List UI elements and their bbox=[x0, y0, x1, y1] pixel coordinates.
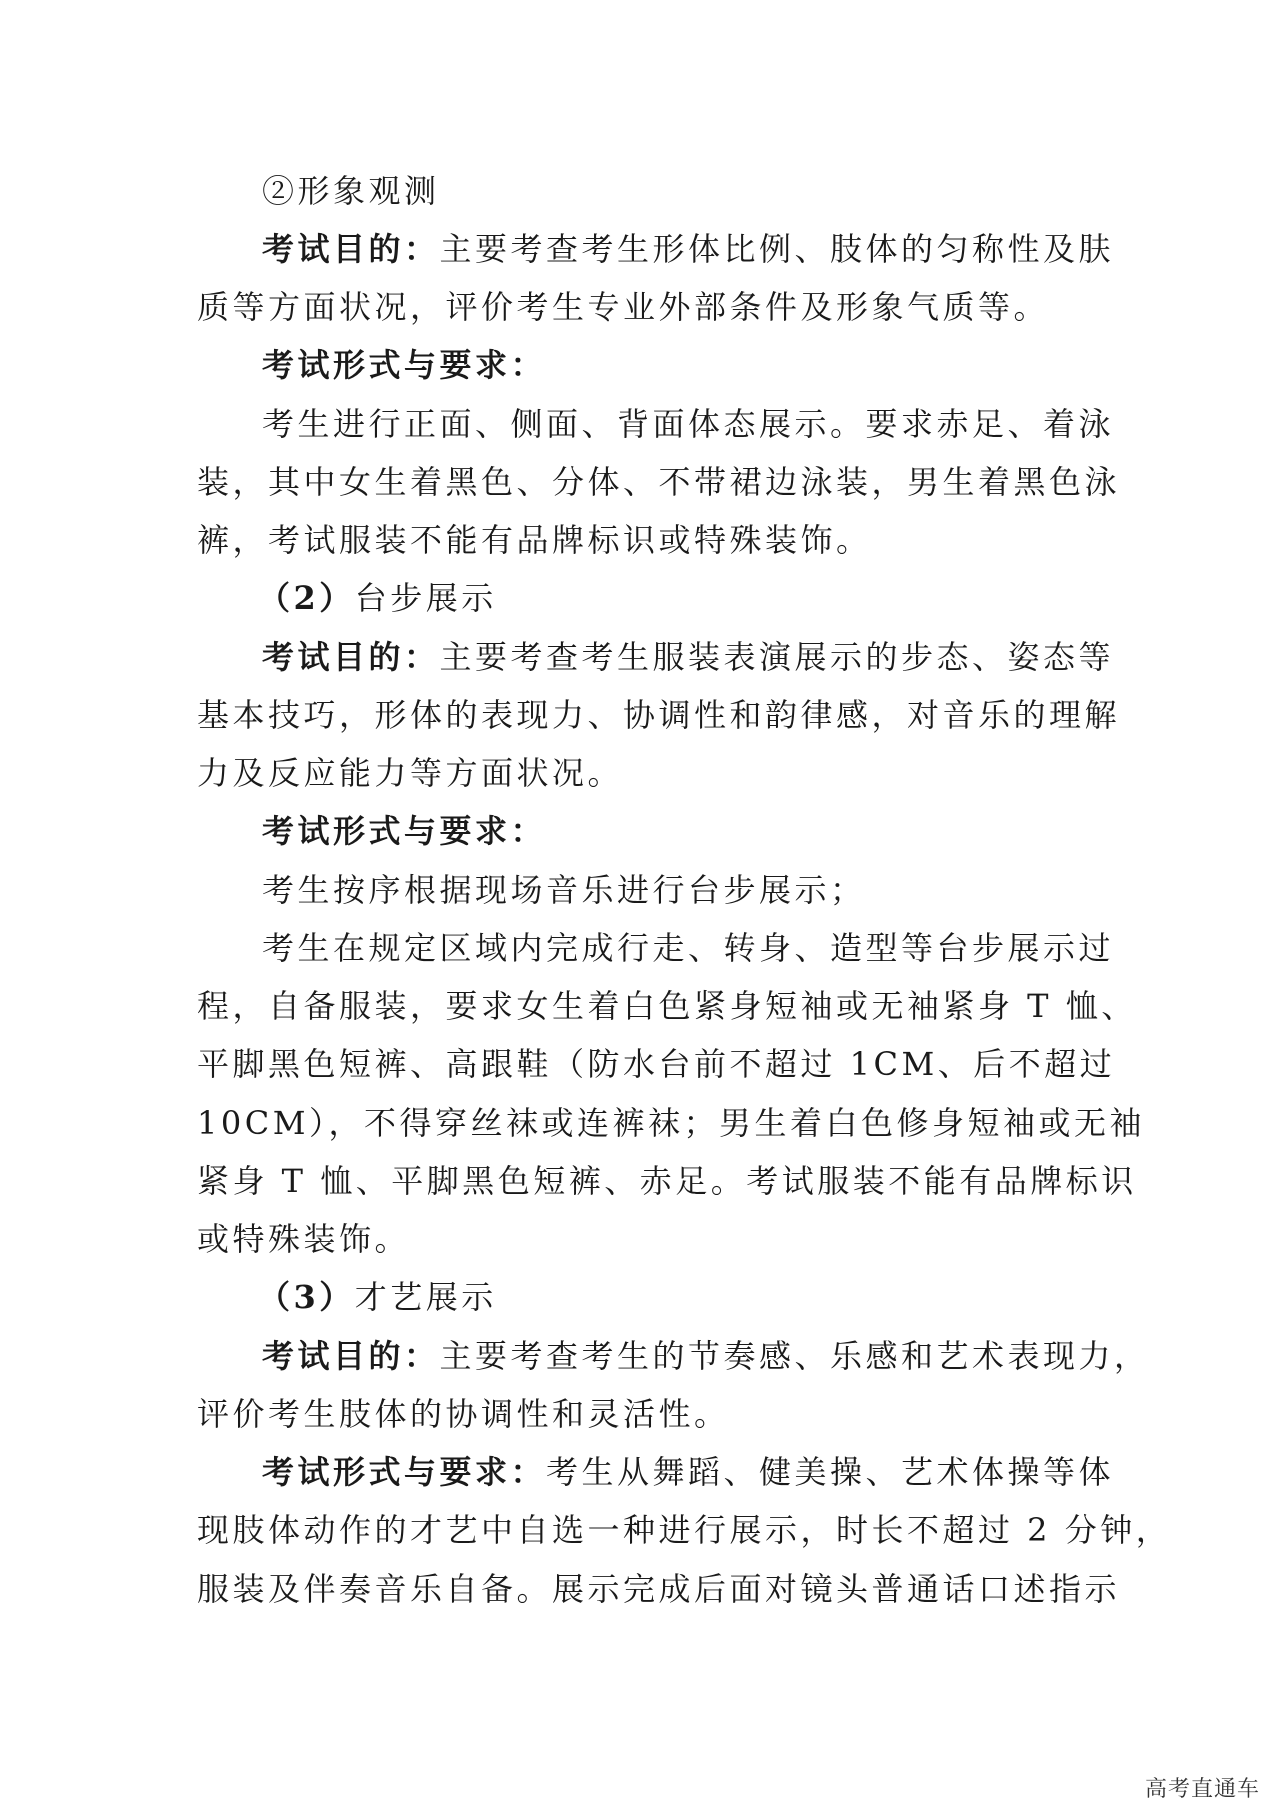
field-label: 考试目的： bbox=[262, 638, 440, 676]
field-label: 考试目的： bbox=[262, 230, 440, 268]
paragraph-line: 平脚黑色短裤、高跟鞋（防水台前不超过 1CM、后不超过 bbox=[197, 1045, 1116, 1083]
section-heading-talent: （3）才艺展示 bbox=[258, 1278, 497, 1316]
paragraph-line: 或特殊装饰。 bbox=[197, 1220, 411, 1258]
field-label: 考试形式与要求： bbox=[262, 1453, 547, 1491]
paragraph-line: 考试目的：主要考查考生形体比例、肢体的匀称性及肤 bbox=[262, 230, 1115, 268]
paragraph-line: 考生在规定区域内完成行走、转身、造型等台步展示过 bbox=[262, 929, 1115, 967]
section-heading-image-observation: ②形象观测 bbox=[262, 172, 440, 210]
paragraph-line: 装，其中女生着黑色、分体、不带裙边泳装，男生着黑色泳 bbox=[197, 463, 1121, 501]
watermark: 高考直通车 bbox=[1144, 1777, 1260, 1802]
paragraph-line bbox=[262, 345, 1162, 385]
paragraph-line: 考试目的：主要考查考生服装表演展示的步态、姿态等 bbox=[262, 638, 1115, 676]
paragraph-line: 考试目的：主要考查考生的节奏感、乐感和艺术表现力， bbox=[262, 1337, 1150, 1375]
paragraph-line: 服装及伴奏音乐自备。展示完成后面对镜头普通话口述指示 bbox=[197, 1570, 1121, 1608]
field-label: 考试目的： bbox=[262, 1337, 440, 1375]
section-heading-runway: （2）台步展示 bbox=[258, 579, 497, 617]
paragraph-line: 裤，考试服装不能有品牌标识或特殊装饰。 bbox=[197, 521, 872, 559]
paragraph-line bbox=[262, 811, 1162, 851]
paragraph-line: 程，自备服装，要求女生着白色紧身短袖或无袖紧身 T 恤、 bbox=[197, 987, 1137, 1025]
paragraph-line: 考生进行正面、侧面、背面体态展示。要求赤足、着泳 bbox=[262, 405, 1115, 443]
field-label: 考试形式与要求： bbox=[262, 346, 547, 384]
paragraph-line: 10CM），不得穿丝袜或连裤袜；男生着白色修身短袖或无袖 bbox=[197, 1104, 1145, 1142]
paragraph-line: 考生按序根据现场音乐进行台步展示； bbox=[262, 871, 866, 909]
paragraph-line: 评价考生肢体的协调性和灵活性。 bbox=[197, 1395, 730, 1433]
field-label: 考试形式与要求： bbox=[262, 812, 547, 850]
paragraph-line: 考试形式与要求：考生从舞蹈、健美操、艺术体操等体 bbox=[262, 1453, 1115, 1491]
paragraph-line: 力及反应能力等方面状况。 bbox=[197, 754, 624, 792]
paragraph-line: 基本技巧，形体的表现力、协调性和韵律感，对音乐的理解 bbox=[197, 696, 1121, 734]
paragraph-line: 紧身 T 恤、平脚黑色短裤、赤足。考试服装不能有品牌标识 bbox=[197, 1162, 1137, 1200]
paragraph-line: 现肢体动作的才艺中自选一种进行展示，时长不超过 2 分钟， bbox=[197, 1511, 1172, 1549]
paragraph-line: 质等方面状况，评价考生专业外部条件及形象气质等。 bbox=[197, 288, 1050, 326]
